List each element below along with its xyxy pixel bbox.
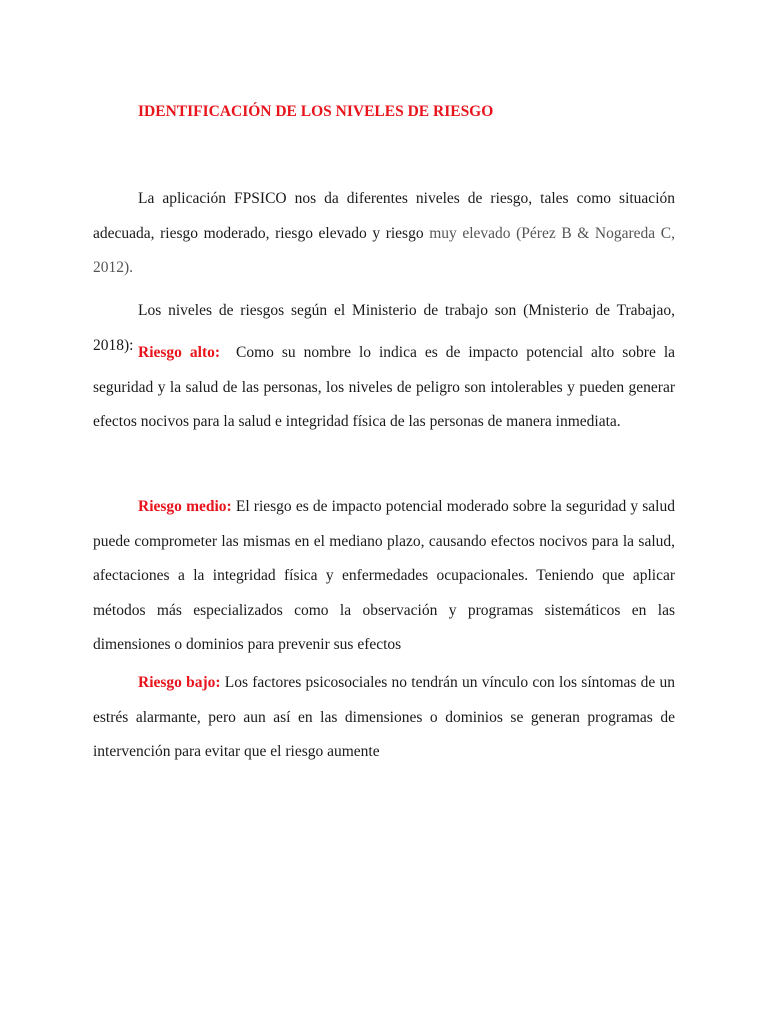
risk-high-text: Como su nombre lo indica es de impacto potencial alto sobre la seguridad y la salud de las personas, los niveles de peligro son intolerables y pueden generar efectos nocivos para la salud e integridad física de las personas de manera inmediata. — [93, 344, 679, 430]
intro-citation: muy elevado (Pérez B & Nogareda C, 2012). — [93, 224, 675, 276]
risk-low-paragraph — [93, 666, 675, 770]
levels-intro-paragraph: Los niveles de riesgos según el Ministerio de trabajo son (Mnisterio de Trabajao, 2018): — [93, 302, 675, 354]
risk-high-paragraph — [93, 336, 679, 440]
intro-text: La aplicación FPSICO nos da diferentes niveles de riesgo, tales como situación adecuada, riesgo moderado, riesgo elevado y riesgo — [93, 190, 675, 242]
document-title: IDENTIFICACIÓN DE LOS NIVELES DE RIESGO — [138, 103, 494, 120]
intro-paragraph — [93, 182, 675, 286]
risk-low-term: Riesgo bajo: — [138, 674, 221, 691]
risk-low-text: Los factores psicosociales no tendrán un vínculo con los síntomas de un estrés alarmante, pero aun así en las dimensiones o dominios se generan programas de intervención para evitar que el riesgo aumente — [93, 674, 675, 760]
risk-high-term: Riesgo alto: — [138, 344, 221, 361]
risk-medium-paragraph — [93, 490, 675, 663]
risk-medium-term: Riesgo medio: — [138, 498, 232, 515]
risk-medium-text: El riesgo es de impacto potencial moderado sobre la seguridad y salud puede comprometer las mismas en el mediano plazo, causando efectos nocivos para la salud, afectaciones a la integridad física y enfermedades ocupacionales. Teniendo que aplicar métodos más especializados como la observación y programas sistemáticos en las dimensiones o dominios para prevenir sus efectos — [93, 498, 675, 653]
